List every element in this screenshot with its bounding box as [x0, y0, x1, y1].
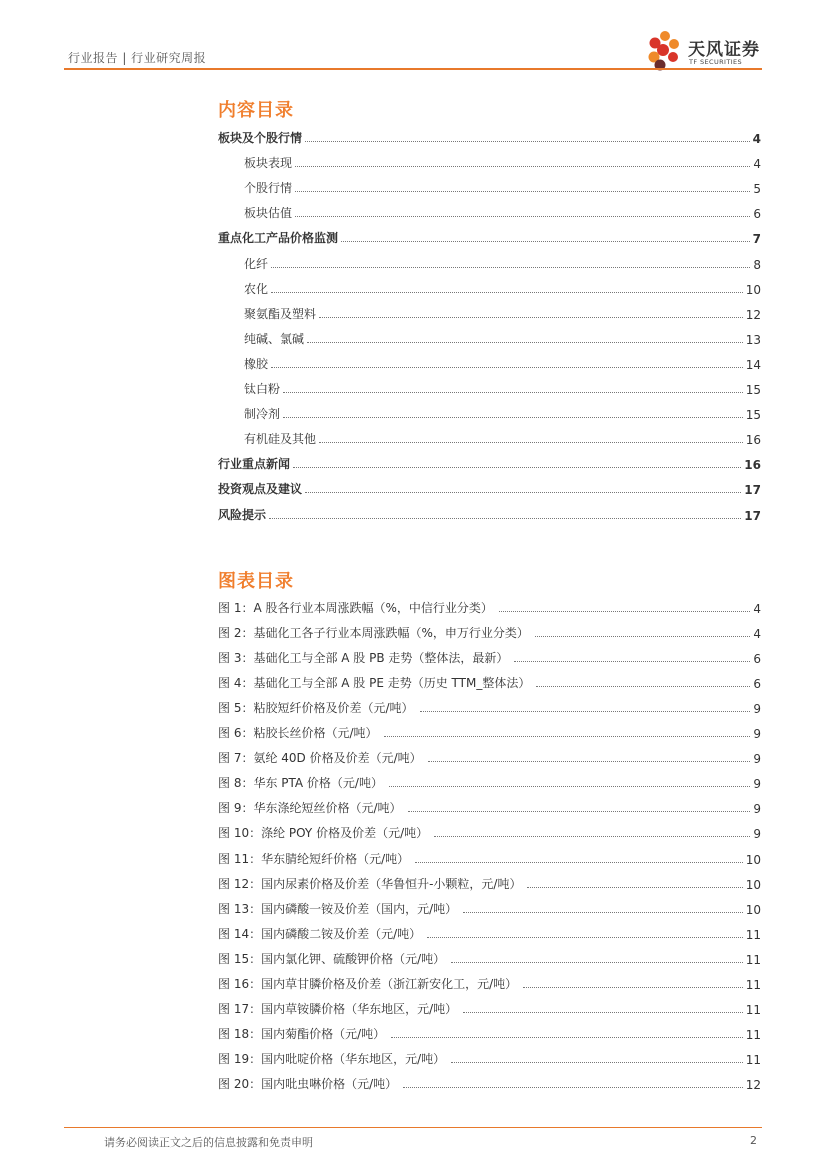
figure-entry-label: 图 3：基础化工与全部 A 股 PB 走势（整体法，最新）: [218, 651, 509, 666]
dot-leader: [319, 316, 743, 318]
page-number: 2: [750, 1134, 757, 1147]
toc-entry-page: 16: [744, 458, 761, 473]
dot-leader: [283, 416, 743, 418]
toc-entry-page: 7: [752, 232, 761, 247]
toc-entry-page: 13: [745, 332, 761, 347]
dot-leader: [408, 810, 751, 812]
dot-leader: [523, 986, 743, 988]
toc-entry-page: 10: [745, 282, 761, 297]
dot-leader: [391, 1036, 743, 1038]
company-logo: [646, 29, 766, 71]
toc-entry-label: 板块估值: [244, 206, 293, 221]
figure-entry-label: 图 19：国内吡啶价格（华东地区，元/吨）: [218, 1051, 446, 1066]
toc-entry-label: 聚氨酯及塑料: [244, 306, 317, 321]
figure-entry-label: 图 8：华东 PTA 价格（元/吨）: [218, 776, 383, 791]
dot-leader: [434, 835, 750, 837]
dot-leader: [389, 785, 750, 787]
figure-entry-page: 10: [745, 902, 761, 917]
dot-leader: [428, 760, 751, 762]
figure-entry[interactable]: [218, 698, 761, 716]
toc-entry-page: 15: [745, 408, 761, 423]
toc-entry-page: 5: [753, 182, 761, 197]
figure-entry[interactable]: [218, 1049, 761, 1067]
figure-entry-label: 图 5：粘胶短纤价格及价差（元/吨）: [218, 701, 414, 716]
figure-entry[interactable]: [218, 723, 761, 741]
dot-leader: [319, 441, 743, 443]
figure-entry[interactable]: [218, 598, 761, 616]
figure-entry[interactable]: [218, 823, 761, 841]
toc-entry-page: 8: [753, 257, 761, 272]
figure-entry-page: 9: [753, 777, 761, 792]
figure-entry-label: 图 7：氨纶 40D 价格及价差（元/吨）: [218, 751, 422, 766]
toc-entry-page: 12: [745, 307, 761, 322]
toc-entry[interactable]: [244, 203, 761, 221]
toc-entry-label: 板块表现: [244, 156, 293, 171]
dot-leader: [463, 911, 743, 913]
toc-entry[interactable]: [218, 454, 761, 472]
toc-entry[interactable]: [218, 228, 761, 246]
dot-leader: [514, 660, 750, 662]
toc-entry-label: 板块及个股行情: [218, 131, 303, 145]
figure-entry-label: 图 17：国内草铵膦价格（华东地区，元/吨）: [218, 1001, 458, 1016]
figure-entry[interactable]: [218, 673, 761, 691]
figure-entry-label: 图 15：国内氯化钾、硫酸钾价格（元/吨）: [218, 951, 446, 966]
dot-leader: [271, 291, 743, 293]
toc-entry-page: 17: [744, 508, 761, 523]
dot-leader: [384, 735, 751, 737]
toc-entry[interactable]: [244, 404, 761, 422]
logo-subtitle: TF SECURITIES: [689, 58, 743, 66]
dot-leader: [295, 190, 750, 192]
dot-leader: [341, 240, 750, 242]
dot-leader: [305, 140, 750, 142]
figure-entry[interactable]: [218, 899, 761, 917]
toc-entry[interactable]: [244, 178, 761, 196]
breadcrumb: 行业报告 | 行业研究周报: [68, 51, 207, 65]
figure-entry-label: 图 4：基础化工与全部 A 股 PE 走势（历史 TTM_整体法）: [218, 676, 531, 691]
dot-leader: [535, 635, 751, 637]
figure-entry-label: 图 16：国内草甘膦价格及价差（浙江新安化工，元/吨）: [218, 976, 518, 991]
dot-leader: [403, 1086, 743, 1088]
figure-entry-label: 图 14：国内磷酸二铵及价差（元/吨）: [218, 926, 422, 941]
toc-entry[interactable]: [218, 505, 761, 523]
dot-leader: [527, 886, 742, 888]
figure-entry[interactable]: [218, 974, 761, 992]
figure-entry-page: 9: [753, 727, 761, 742]
figure-entry-page: 9: [753, 802, 761, 817]
figure-entry[interactable]: [218, 1024, 761, 1042]
figure-entry[interactable]: [218, 798, 761, 816]
dot-leader: [499, 610, 750, 612]
figure-entry-page: 6: [753, 652, 761, 667]
figure-entry-label: 图 18：国内菊酯价格（元/吨）: [218, 1026, 386, 1041]
figure-entry-label: 图 6：粘胶长丝价格（元/吨）: [218, 726, 378, 741]
toc-entry-page: 14: [745, 357, 761, 372]
toc-entry-label: 农化: [244, 281, 269, 296]
figure-entry[interactable]: [218, 648, 761, 666]
figure-entry[interactable]: [218, 748, 761, 766]
dot-leader: [305, 491, 741, 493]
toc-entry-label: 化纤: [244, 256, 269, 271]
toc-entry-label: 个股行情: [244, 181, 293, 196]
footer-rule: [64, 1127, 762, 1128]
figure-entry-label: 图 12：国内尿素价格及价差（华鲁恒升-小颗粒，元/吨）: [218, 876, 522, 891]
figure-entry-label: 图 11：华东腈纶短纤价格（元/吨）: [218, 851, 410, 866]
toc-entry-page: 6: [753, 207, 761, 222]
toc-entry-page: 17: [744, 483, 761, 498]
figure-entry[interactable]: [218, 874, 761, 892]
toc-entry-label: 制冷剂: [244, 407, 281, 422]
toc-entry[interactable]: [218, 128, 761, 146]
figure-entry-page: 9: [753, 702, 761, 717]
toc-entry[interactable]: [244, 153, 761, 171]
dot-leader: [427, 936, 743, 938]
figure-entry[interactable]: [218, 949, 761, 967]
figure-entry-label: 图 13：国内磷酸一铵及价差（国内，元/吨）: [218, 901, 458, 916]
toc-entry-page: 15: [745, 383, 761, 397]
dot-leader: [295, 215, 750, 217]
toc-entry[interactable]: [244, 254, 761, 272]
dot-leader: [415, 861, 743, 863]
figure-entry[interactable]: [218, 924, 761, 942]
toc-entry[interactable]: [244, 354, 761, 372]
dot-leader: [269, 517, 741, 519]
figure-entry-page: 11: [745, 952, 761, 967]
toc-entry[interactable]: [244, 304, 761, 322]
dot-leader: [463, 1011, 743, 1013]
flower-logo-icon: [646, 29, 686, 71]
toc-entry-label: 重点化工产品价格监测: [218, 231, 339, 246]
dot-leader: [536, 685, 750, 687]
toc-entry-page: 16: [745, 433, 761, 448]
figure-entry-page: 11: [745, 927, 761, 942]
footer-disclaimer: 请务必阅读正文之后的信息披露和免责申明: [104, 1136, 313, 1149]
figure-entry-page: 6: [753, 677, 761, 692]
toc-entry-label: 风险提示: [218, 507, 267, 522]
toc-entry-label: 行业重点新闻: [218, 457, 291, 472]
toc-entry[interactable]: [244, 329, 761, 347]
figure-entry-label: 图 1：A 股各行业本周涨跌幅（%，中信行业分类）: [218, 601, 493, 615]
figure-entry-page: 11: [745, 1052, 761, 1067]
dot-leader: [293, 466, 741, 468]
figure-entry-page: 9: [753, 752, 761, 767]
figure-entry-page: 12: [745, 1077, 761, 1092]
figure-entry-page: 9: [753, 827, 761, 842]
toc-entry[interactable]: [244, 429, 761, 447]
toc-entry-label: 橡胶: [244, 356, 269, 371]
figure-entry[interactable]: [218, 849, 761, 867]
dot-leader: [451, 1061, 743, 1063]
figure-entry-page: 11: [745, 977, 761, 992]
toc-entry[interactable]: [244, 279, 761, 297]
figure-entry[interactable]: [218, 999, 761, 1017]
contents-title: 内容目录: [218, 100, 294, 121]
dot-leader: [271, 266, 750, 268]
toc-entry-label: 投资观点及建议: [218, 482, 303, 497]
toc-entry[interactable]: [244, 379, 761, 397]
toc-entry-label: 纯碱、氯碱: [244, 331, 305, 346]
figure-entry-page: 11: [745, 1002, 761, 1017]
figure-entry-label: 图 10：涤纶 POY 价格及价差（元/吨）: [218, 826, 429, 841]
dot-leader: [420, 710, 751, 712]
dot-leader: [307, 341, 743, 343]
toc-entry-page: 4: [753, 157, 761, 172]
figure-entry[interactable]: [218, 623, 761, 641]
toc-entry-label: 有机硅及其他: [244, 432, 317, 447]
figure-entry[interactable]: [218, 773, 761, 791]
logo-name: 天风证券: [688, 40, 760, 60]
figure-entry-page: 11: [745, 1027, 761, 1042]
figures-title: 图表目录: [218, 571, 294, 592]
dot-leader: [283, 391, 743, 393]
header-rule: [64, 68, 762, 70]
figure-entry-label: 图 9：华东涤纶短丝价格（元/吨）: [218, 801, 402, 816]
figure-entry-page: 10: [745, 877, 761, 892]
figure-entry[interactable]: [218, 1074, 761, 1092]
figure-entry-page: 4: [753, 602, 761, 616]
figure-entry-label: 图 20：国内吡虫啉价格（元/吨）: [218, 1076, 398, 1091]
figure-entry-page: 4: [753, 627, 761, 642]
toc-entry-label: 钛白粉: [244, 382, 281, 396]
dot-leader: [451, 961, 743, 963]
figure-entry-label: 图 2：基础化工各子行业本周涨跌幅（%，申万行业分类）: [218, 626, 529, 641]
toc-entry-page: 4: [752, 132, 761, 146]
figure-entry-page: 10: [745, 852, 761, 867]
dot-leader: [295, 165, 750, 167]
dot-leader: [271, 366, 743, 368]
toc-entry[interactable]: [218, 479, 761, 497]
